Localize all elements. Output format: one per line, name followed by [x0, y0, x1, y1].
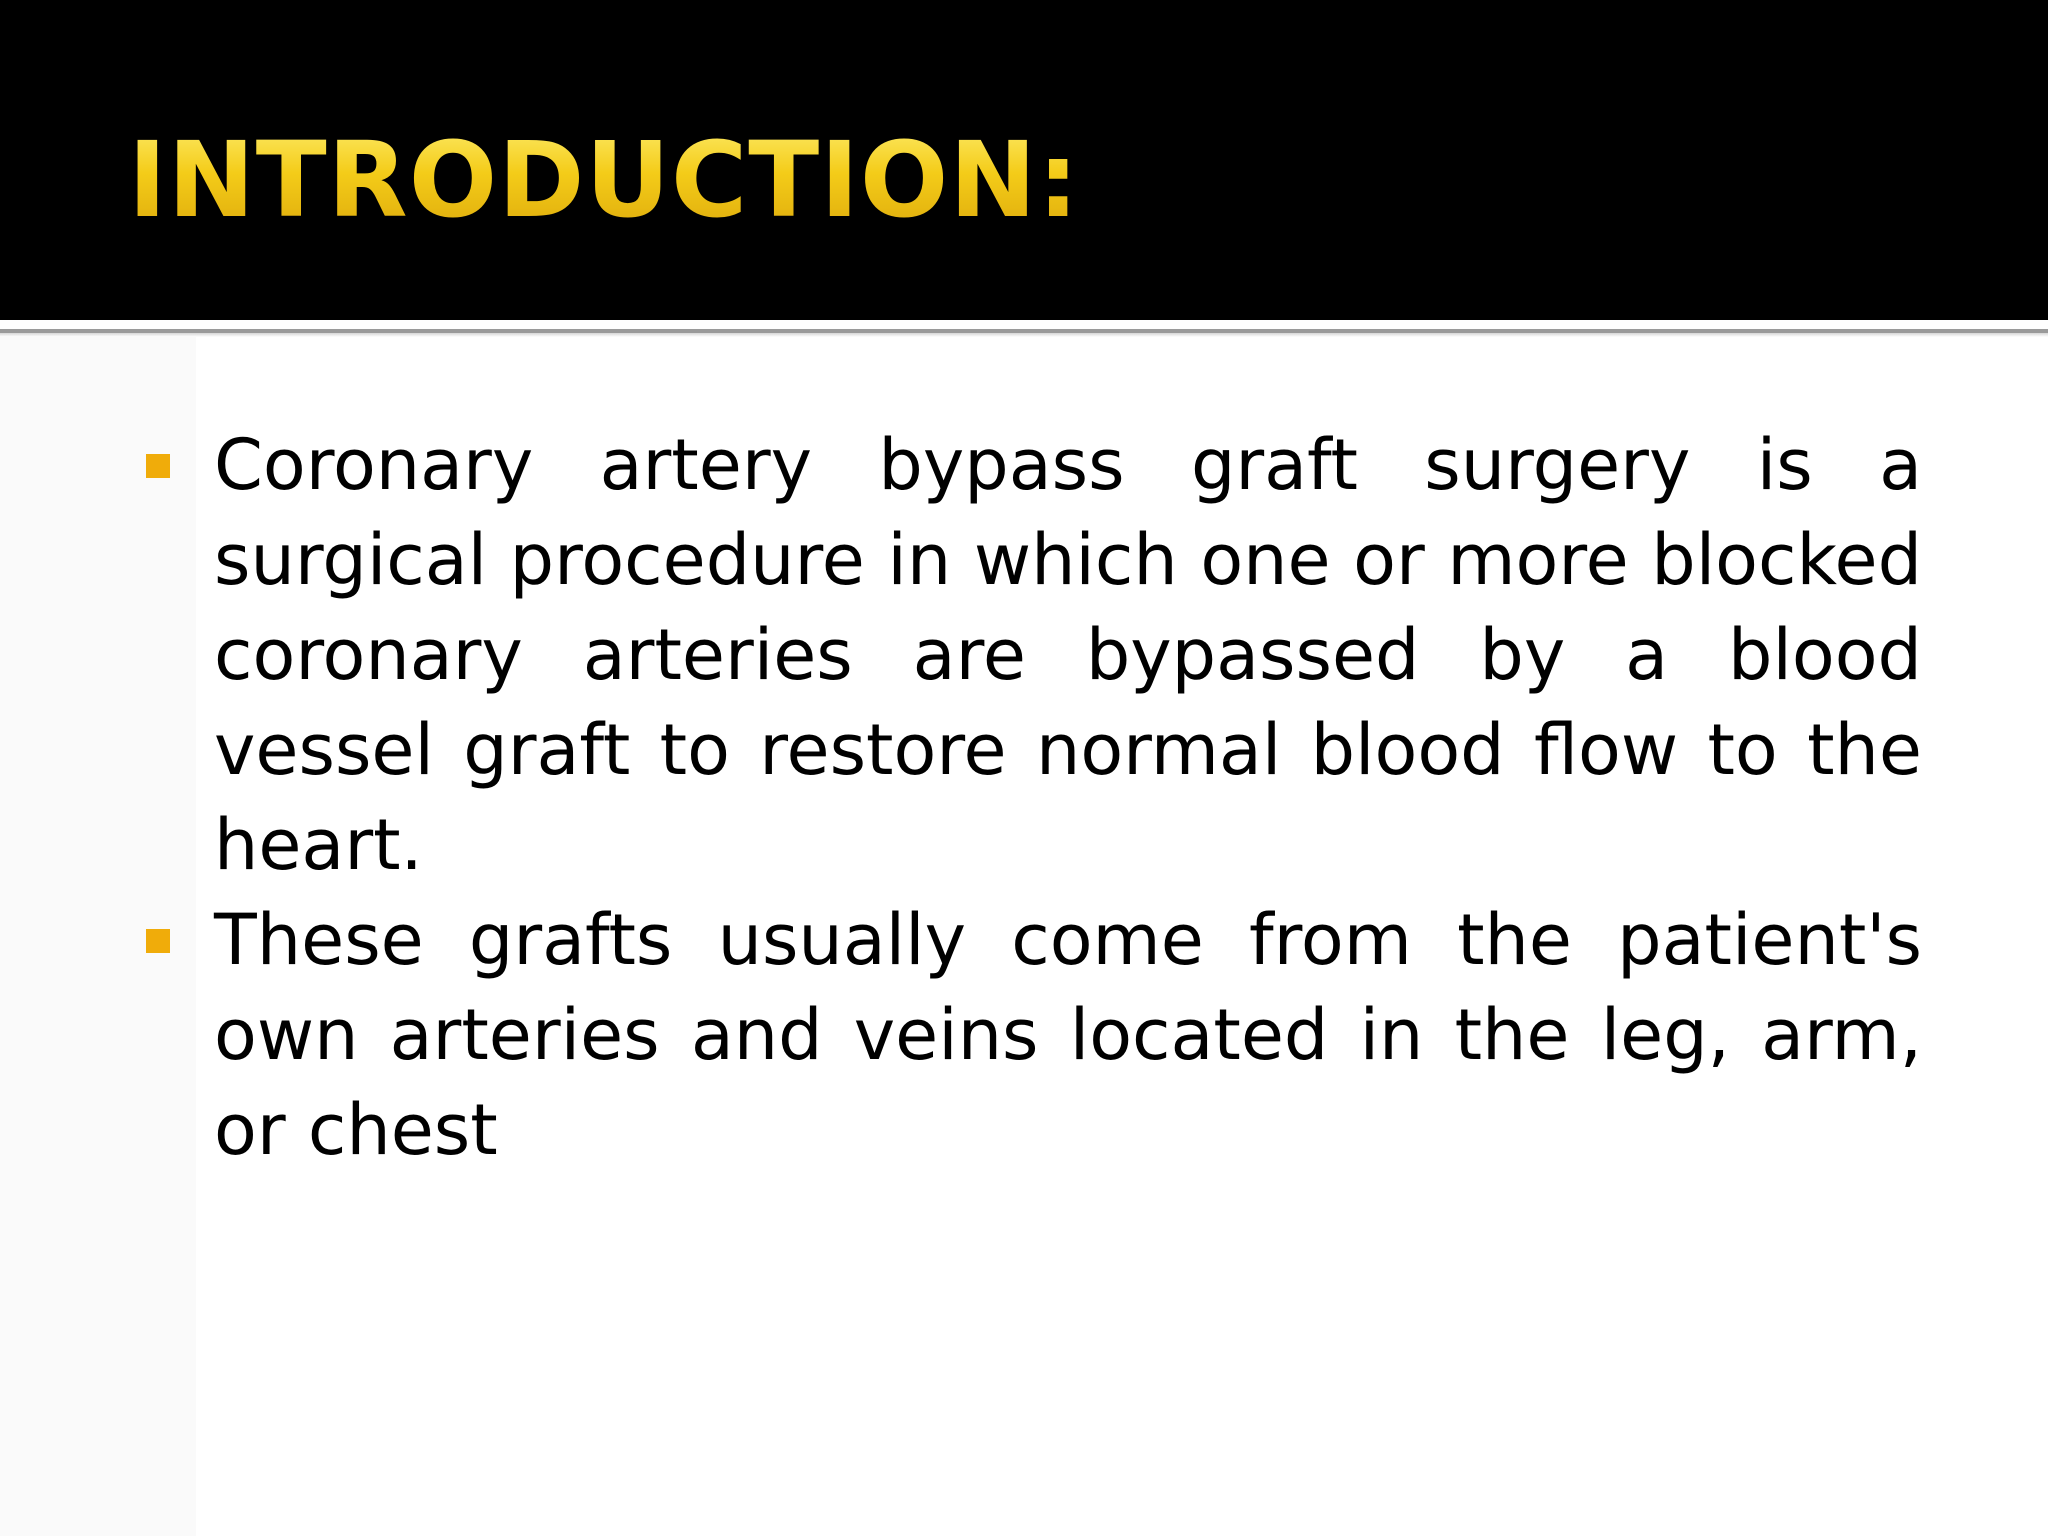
bullet-list: [146, 418, 1922, 1178]
slide-title: INTRODUCTION:: [128, 110, 1080, 250]
title-divider-shadow: [0, 333, 2048, 337]
bullet-item: [146, 893, 1922, 1178]
square-bullet-icon: [146, 454, 170, 478]
title-divider-highlight: [0, 320, 2048, 329]
title-bar: [0, 0, 2048, 320]
bullet-item: [146, 418, 1922, 893]
square-bullet-icon: [146, 929, 170, 953]
bullet-text: These grafts usually come from the patient's own arteries and veins located in the leg, arm, or chest: [214, 899, 1922, 1171]
bullet-text: Coronary artery bypass graft surgery is a surgical procedure in which one or more blocked coronary arteries are bypassed by a blood vessel graft to restore normal blood flow to the heart.: [214, 424, 1922, 886]
